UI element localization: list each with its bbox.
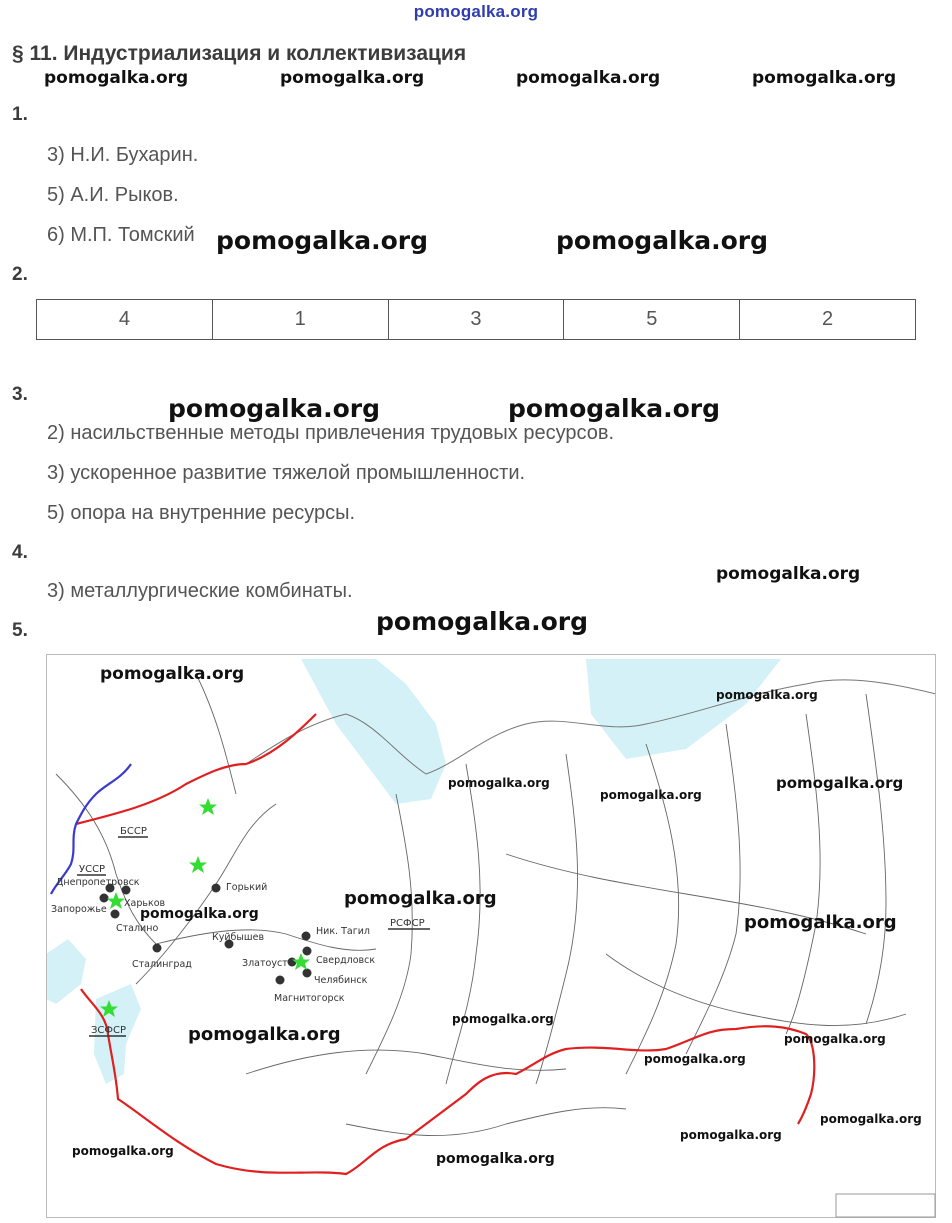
city-label-zaporozhye: Запорожье xyxy=(51,904,107,915)
city-dot xyxy=(302,932,311,941)
sequence-cell: 1 xyxy=(212,300,388,340)
city-dot xyxy=(111,910,120,919)
q3-answer-2: 3) ускоренное развитие тяжелой промышленности. xyxy=(47,462,526,484)
sequence-cell: 2 xyxy=(740,300,916,340)
city-label-gorky: Горький xyxy=(226,882,268,893)
watermark: pomogalka.org xyxy=(820,1112,922,1126)
city-dot xyxy=(100,894,109,903)
watermark: pomogalka.org xyxy=(436,1151,555,1167)
watermark: pomogalka.org xyxy=(600,788,702,802)
watermark: pomogalka.org xyxy=(776,774,904,792)
city-label-dnepropetrovsk: Днепропетровск xyxy=(56,877,140,888)
city-label-stalingrad: Сталинград xyxy=(132,959,192,970)
watermark: pomogalka.org xyxy=(344,888,497,909)
city-label-kuibyshev: Куйбышев xyxy=(212,932,265,943)
watermark: pomogalka.org xyxy=(644,1052,746,1066)
city-label-magnitogorsk: Магнитогорск xyxy=(274,993,345,1004)
region-label-rsfsr: РСФСР xyxy=(390,918,425,929)
city-dot xyxy=(276,976,285,985)
watermark: pomogalka.org xyxy=(716,688,818,702)
ussr-map xyxy=(46,654,936,1218)
q4-answer-1: 3) металлургические комбинаты. xyxy=(47,580,353,602)
sequence-table xyxy=(36,299,916,340)
page-title: § 11. Индустриализация и коллективизация xyxy=(12,42,467,65)
watermark: pomogalka.org xyxy=(508,394,721,423)
sequence-cell: 3 xyxy=(388,300,564,340)
city-dot xyxy=(212,884,221,893)
watermark: pomogalka.org xyxy=(752,68,897,88)
q3-answer-3: 5) опора на внутренние ресурсы. xyxy=(47,502,356,524)
watermark: pomogalka.org xyxy=(216,226,429,255)
watermark: pomogalka.org xyxy=(100,664,245,684)
question-number-5: 5. xyxy=(12,620,28,641)
watermark: pomogalka.org xyxy=(188,1024,341,1045)
region-label-bssr: БССР xyxy=(120,826,147,837)
q1-answer-2: 5) А.И. Рыков. xyxy=(47,184,179,206)
city-label-chelyabinsk: Челябинск xyxy=(314,975,368,986)
site-header[interactable]: pomogalka.org xyxy=(413,2,539,21)
sequence-cell: 5 xyxy=(564,300,740,340)
map-svg xyxy=(46,654,936,1218)
watermark: pomogalka.org xyxy=(516,68,661,88)
watermark: pomogalka.org xyxy=(280,68,425,88)
watermark: pomogalka.org xyxy=(448,776,550,790)
watermark: pomogalka.org xyxy=(44,68,189,88)
q3-answer-1: 2) насильственные методы привлечения трудовых ресурсов. xyxy=(47,422,615,444)
watermark: pomogalka.org xyxy=(72,1144,174,1158)
city-dot xyxy=(303,969,312,978)
watermark: pomogalka.org xyxy=(680,1128,782,1142)
watermark: pomogalka.org xyxy=(168,394,381,423)
watermark: pomogalka.org xyxy=(140,906,259,922)
watermark: pomogalka.org xyxy=(376,607,589,636)
city-label-stalino: Сталино xyxy=(116,923,159,934)
watermark: pomogalka.org xyxy=(784,1032,886,1046)
city-label-sverdlovsk: Свердловск xyxy=(316,955,376,966)
city-dot xyxy=(303,947,312,956)
watermark: pomogalka.org xyxy=(744,912,897,933)
q1-answer-1: 3) Н.И. Бухарин. xyxy=(47,144,199,166)
city-label-kharkov: Харьков xyxy=(124,898,166,909)
watermark: pomogalka.org xyxy=(556,226,769,255)
city-dot xyxy=(153,944,162,953)
city-label-zlatoust: Златоуст xyxy=(242,958,288,969)
q1-answer-3: 6) М.П. Томский xyxy=(47,224,195,246)
watermark: pomogalka.org xyxy=(716,564,861,584)
watermark: pomogalka.org xyxy=(452,1012,554,1026)
question-number-2: 2. xyxy=(12,264,28,285)
region-label-zsfsr: ЗСФСР xyxy=(91,1025,127,1036)
city-label-nizhny-tagil: Ник. Тагил xyxy=(316,926,370,937)
region-label-ussr: УССР xyxy=(79,864,106,875)
sequence-cell: 4 xyxy=(37,300,213,340)
question-number-4: 4. xyxy=(12,542,28,563)
question-number-1: 1. xyxy=(12,104,28,125)
question-number-3: 3. xyxy=(12,384,28,405)
